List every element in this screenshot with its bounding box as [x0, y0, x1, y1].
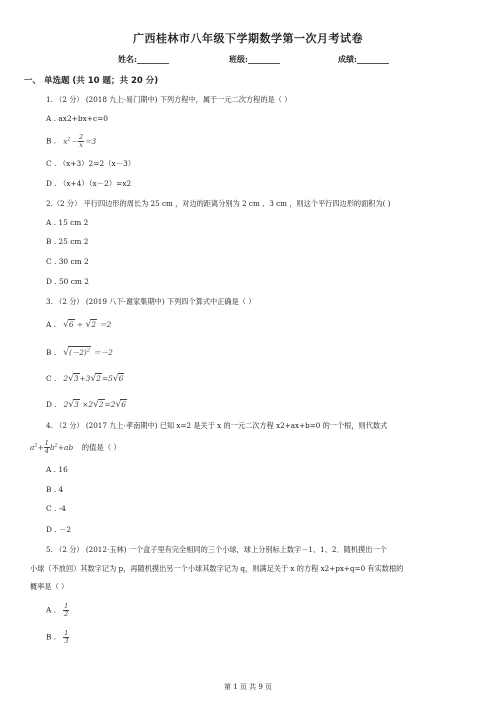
question-5-line3: 概率是（ ）: [30, 582, 69, 591]
q3-option-c-formula: 2√3+3√2=5√6: [58, 374, 124, 384]
q3-option-a: [46, 319, 111, 330]
class-field: 班级:________: [229, 54, 280, 64]
question-3: 3. （2 分） (2019 八下·谢家集期中) 下列四个算式中正确是（ ）: [46, 297, 256, 306]
name-field: 姓名:________: [118, 54, 169, 64]
q5-option-b-label: B .: [46, 632, 57, 642]
q4-option-a: A . 16: [46, 465, 68, 474]
score-field: 成绩:________: [338, 54, 389, 64]
question-5-line2: 小球（不放回）其数字记为 p，再随机摸出另一个小球其数字记为 q，则满足关于 x 的方程 x2+px+q=0 有实数根的: [30, 564, 404, 573]
q1-option-b: [46, 134, 96, 149]
q5-option-b: [46, 630, 69, 645]
q3-option-b-label: B .: [46, 348, 57, 357]
q1-option-b-label: B .: [46, 136, 57, 146]
q5-option-a-label: A .: [46, 605, 57, 615]
q3-option-a-formula: √6 ÷ √2 ＝2: [63, 320, 112, 330]
q1-option-d: D . （x+4）（x－2）=x2: [46, 179, 132, 188]
q4-option-d: D . －2: [46, 525, 72, 534]
q2-option-d: D . 50 cm 2: [46, 277, 89, 286]
q5-option-b-formula: $\frac{1}{3}$: [64, 629, 69, 645]
q3-option-d-label: D .: [46, 400, 57, 409]
q2-option-c: C . 30 cm 2: [46, 257, 89, 266]
question-4-line2: [30, 440, 121, 455]
q2-option-a: A . 15 cm 2: [46, 218, 89, 227]
q4-suffix: 的值是（ ）: [81, 442, 121, 452]
q3-option-a-label: A .: [46, 320, 57, 329]
question-1: 1. （2 分） (2018 九上·易门期中) 下列方程中，属于一元二次方程的是（ ）: [46, 95, 292, 104]
question-5-line1: 5. （2 分） (2012·玉林) 一个盒子里有完全相同的三个小球，球上分别标上数字－1、1、2．随机摸出一个: [46, 545, 387, 554]
q3-option-d: [46, 399, 127, 410]
q5-option-a: [46, 603, 69, 618]
section-heading: 一、 单选题 (共 10 题；共 20 分): [24, 76, 159, 86]
q3-option-c: [46, 373, 124, 384]
q3-option-c-label: C .: [46, 374, 57, 383]
page-footer: 第 1 页 共 9 页: [223, 683, 273, 691]
page-title: 广西桂林市八年级下学期数学第一次月考试卷: [133, 32, 363, 45]
question-4-line1: 4. （2 分） (2017 九上·孝南期中) 已知 x=2 是关于 x 的一元二次方程 x2+ax+b=0 的一个根，则代数式: [46, 421, 388, 430]
q4-option-b: B . 4: [46, 485, 64, 494]
q3-option-d-formula: 2√3 ×2√2=2√6: [58, 400, 126, 410]
q2-option-b: B . 25 cm 2: [46, 237, 89, 246]
q3-option-b: [46, 346, 113, 358]
q3-option-b-formula: $√(-2)^2 =-2$: [63, 347, 113, 358]
q5-option-a-formula: $\frac{1}{2}$: [64, 602, 69, 618]
question-2: 2.（2 分） 平行四边形的周长为 25 cm ，对边的距离分别为 2 cm 、3 cm ，则这个平行四边形的面积为( ): [46, 199, 391, 208]
q4-option-c: C . -4: [46, 504, 66, 513]
q1-option-b-formula: $x^2-$ $\frac{2}{x}$ ＝3: [58, 133, 97, 149]
q1-option-c: C . （x+3）2=2（x－3）: [46, 159, 136, 168]
q4-expression: $a^2+$ $\frac{1}{4}$ $b^2+ab$: [30, 439, 74, 455]
q1-option-a: A . ax2+bx+c=0: [46, 114, 108, 123]
